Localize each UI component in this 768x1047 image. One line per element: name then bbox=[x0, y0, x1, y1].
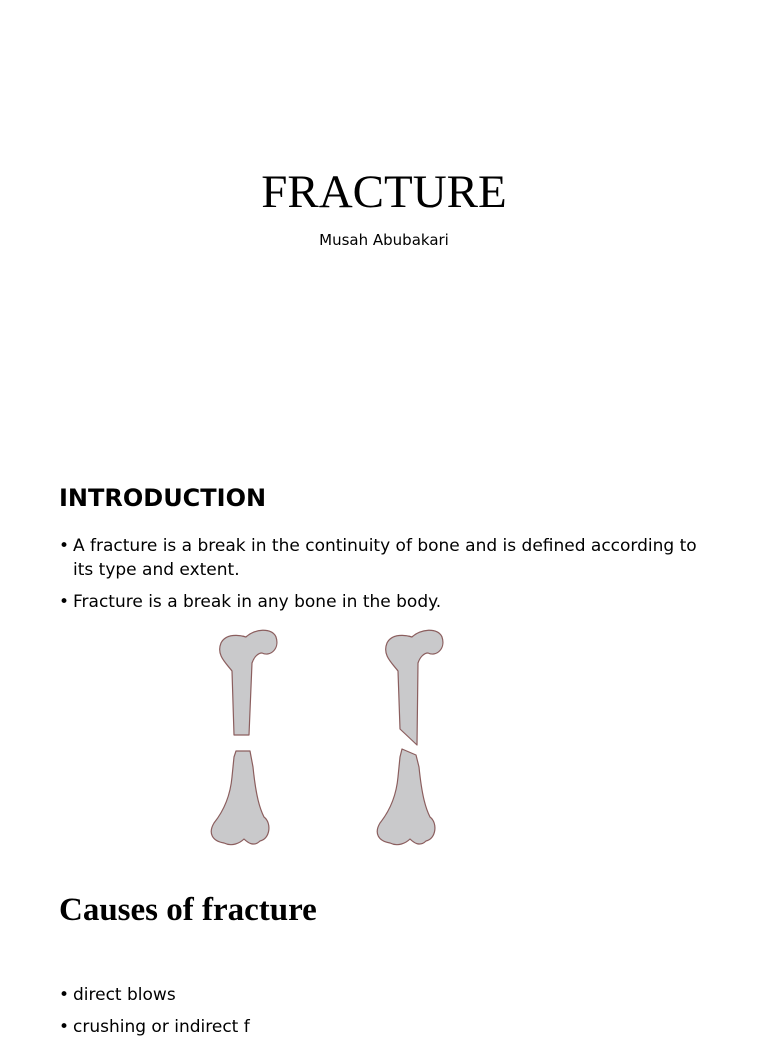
bullet-item: • direct blows bbox=[59, 983, 719, 1007]
title-slide bbox=[0, 0, 768, 432]
fractured-bone-illustration bbox=[200, 627, 460, 852]
author-name: Musah Abubakari bbox=[319, 231, 449, 249]
bone-lower-fragment bbox=[211, 751, 269, 845]
bone-upper-fragment bbox=[386, 630, 443, 745]
causes-bullet-list bbox=[59, 983, 719, 1047]
bullet-item: • A fracture is a break in the continuity of bone and is defined according to its type and extent. bbox=[59, 534, 719, 582]
bullet-item: • Fracture is a break in any bone in the body. bbox=[59, 590, 719, 614]
bone-upper-fragment bbox=[220, 630, 277, 735]
causes-slide bbox=[0, 862, 768, 1037]
oblique-fracture-bone bbox=[377, 630, 443, 844]
introduction-bullet-list bbox=[59, 534, 719, 622]
introduction-slide bbox=[0, 432, 768, 862]
bone-lower-fragment bbox=[377, 749, 435, 845]
transverse-fracture-bone bbox=[211, 630, 277, 844]
presentation-title: FRACTURE bbox=[261, 166, 507, 218]
causes-heading: Causes of fracture bbox=[59, 892, 317, 928]
introduction-heading: INTRODUCTION bbox=[59, 484, 267, 512]
bullet-item: • crushing or indirect f bbox=[59, 1015, 719, 1039]
